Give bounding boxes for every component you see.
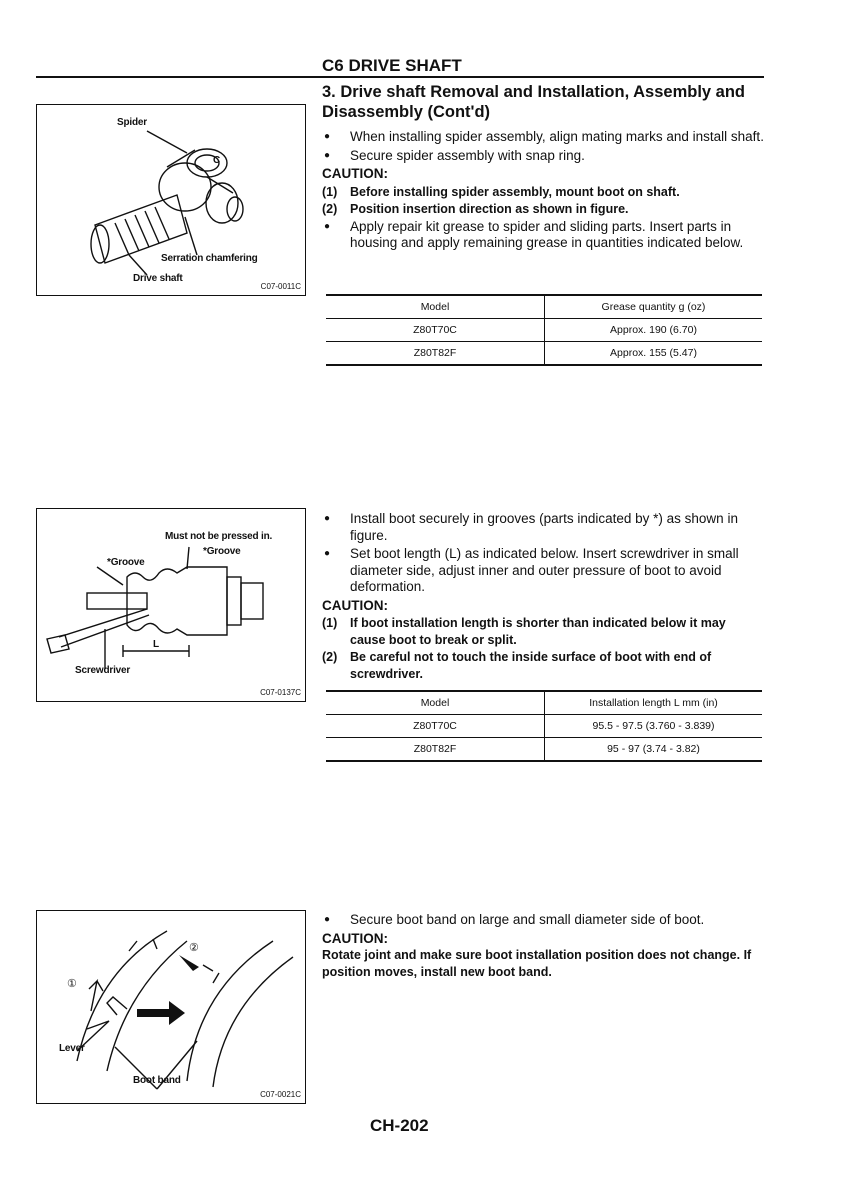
figure-boot-band xyxy=(36,910,306,1104)
spider-illustration xyxy=(37,105,305,295)
caution-num: (1) xyxy=(322,184,338,199)
table-cell: Z80T82F xyxy=(326,738,545,762)
table-header-row xyxy=(326,691,762,715)
caution-item xyxy=(322,615,764,648)
table-row xyxy=(326,715,762,738)
table-cell: 95 - 97 (3.74 - 3.82) xyxy=(545,738,763,762)
section-title: C6 DRIVE SHAFT xyxy=(322,56,462,75)
label-lever: Lever xyxy=(59,1043,85,1054)
label-groove-left: *Groove xyxy=(107,557,145,568)
caution-item xyxy=(322,201,764,218)
figure-code: C07-0137C xyxy=(260,688,301,697)
figure-code: C07-0021C xyxy=(260,1090,301,1099)
caution-item xyxy=(322,184,764,201)
caution-text: Position insertion direction as shown in figure. xyxy=(350,202,629,216)
table-header-cell: Installation length L mm (in) xyxy=(545,691,763,715)
bullet-item: ● When installing spider assembly, align mating marks and install shaft. xyxy=(322,129,764,146)
figure-spider xyxy=(36,104,306,296)
label-step-one: ① xyxy=(67,978,77,990)
table-header-cell: Grease quantity g (oz) xyxy=(545,295,763,319)
table-cell: Approx. 190 (6.70) xyxy=(545,319,763,342)
page-number: CH-202 xyxy=(370,1116,429,1135)
bullet-item: ● Apply repair kit grease to spider and sliding parts. Insert parts in housing and apply remaining grease in quantities indicated below. xyxy=(322,219,764,252)
caution-text: Before installing spider assembly, mount boot on shaft. xyxy=(350,184,680,199)
grease-table xyxy=(326,294,762,366)
figure-code: C07-0011C xyxy=(260,282,301,291)
label-groove-right: *Groove xyxy=(203,546,241,557)
caution-text: If boot installation length is shorter than indicated below it may cause boot to break or split. xyxy=(350,616,726,647)
caution-text: Rotate joint and make sure boot installation position does not change. If position moves, install new boot band. xyxy=(322,948,752,979)
caution-text: Be careful not to touch the inside surface of boot with end of screwdriver. xyxy=(350,650,712,681)
header-rule xyxy=(36,76,764,78)
bullet-item: ● Secure boot band on large and small diameter side of boot. xyxy=(322,912,764,929)
caution-num: (2) xyxy=(322,650,338,664)
table-cell: Z80T70C xyxy=(326,319,545,342)
length-table xyxy=(326,690,762,762)
label-l: L xyxy=(153,639,159,650)
block2-text xyxy=(322,511,764,683)
label-spider: Spider xyxy=(117,117,147,128)
table-row xyxy=(326,342,762,366)
arrow-icon xyxy=(137,1001,185,1025)
table-cell: Z80T82F xyxy=(326,342,545,366)
bullet-item: ● Install boot securely in grooves (parts indicated by *) as shown in figure. xyxy=(322,511,764,544)
caution-num: (2) xyxy=(322,202,338,216)
table-cell: Approx. 155 (5.47) xyxy=(545,342,763,366)
label-c: C xyxy=(213,155,221,166)
caution-item xyxy=(322,649,764,682)
table-header-row xyxy=(326,295,762,319)
label-serration: Serration chamfering xyxy=(161,253,258,264)
label-must-not: Must not be pressed in. xyxy=(165,531,273,542)
block1-text xyxy=(322,129,764,254)
label-drive-shaft: Drive shaft xyxy=(133,273,183,284)
caution-label: CAUTION: xyxy=(322,930,388,946)
label-screwdriver: Screwdriver xyxy=(75,665,131,676)
table-header-cell: Model xyxy=(326,295,545,319)
label-boot-band: Boot band xyxy=(133,1075,181,1086)
figure-boot-length xyxy=(36,508,306,702)
caution-label: CAUTION: xyxy=(322,166,388,181)
page-heading: 3. Drive shaft Removal and Installation, Assembly and Disassembly (Cont'd) xyxy=(322,83,746,121)
bullet-item: ● Secure spider assembly with snap ring. xyxy=(322,148,764,165)
caution-num: (1) xyxy=(322,616,338,630)
table-row xyxy=(326,319,762,342)
table-header-cell: Model xyxy=(326,691,545,715)
table-cell: 95.5 - 97.5 (3.760 - 3.839) xyxy=(545,715,763,738)
bullet-item: ● Set boot length (L) as indicated below. Insert screwdriver in small diameter side, adjust inner and outer pressure of boot to avoid deformation. xyxy=(322,546,764,596)
label-step-two: ② xyxy=(189,942,199,954)
block3-text xyxy=(322,912,764,980)
caution-label: CAUTION: xyxy=(322,597,388,613)
table-row xyxy=(326,738,762,762)
table-cell: Z80T70C xyxy=(326,715,545,738)
